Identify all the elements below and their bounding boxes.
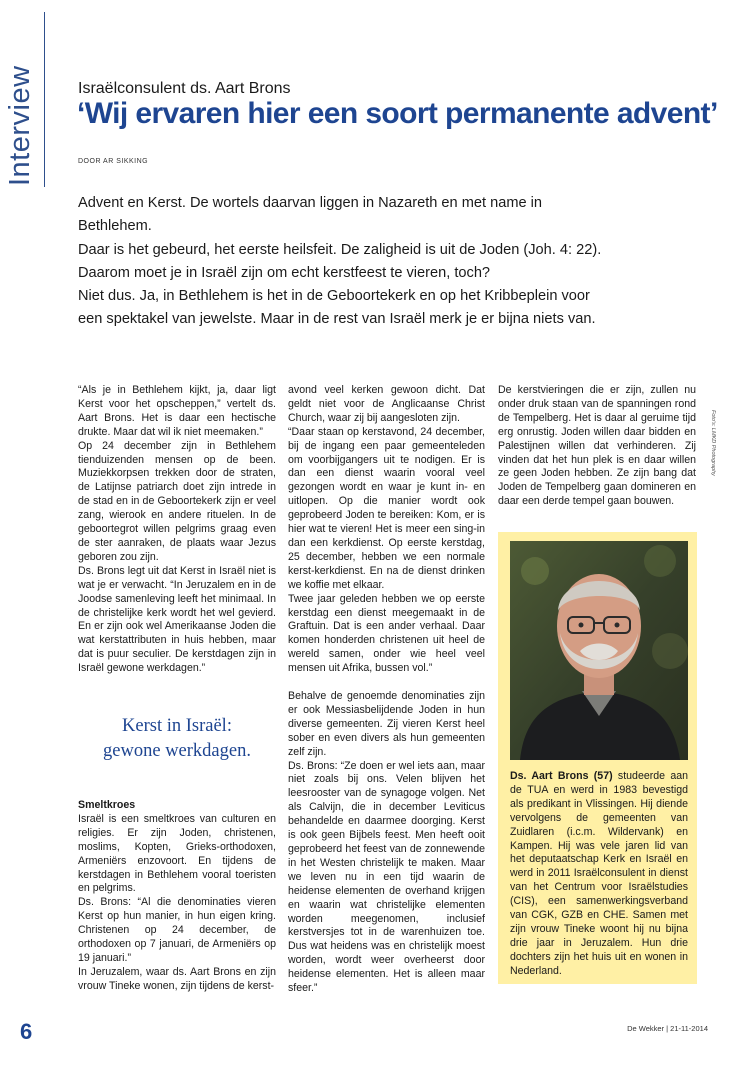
page-number: 6 (20, 1019, 33, 1044)
paragraph: Israël is een smeltkroes van culturen en religies. Er zijn Joden, christenen, moslims, Kopten, Grieks-orthodoxen, Armeniërs enzovoort. En tijdens de kerstdagen in Bethlehem vooral toeristen en pelgrims. (78, 812, 276, 895)
footer-publication: De Wekker | 21-11-2014 (627, 1024, 708, 1033)
body-column-3 (498, 384, 696, 509)
body-column-1 (78, 384, 276, 676)
paragraph: Twee jaar geleden hebben we op eerste kerstdag een dienst meegemaakt in de Graftuin. Dat is een ander verhaal. Daar komen honderden christenen uit heel de wereld samen, onder wie heel veel mensen uit Afrika, bussen vol.” (288, 592, 485, 675)
pull-quote-line: gewone werkdagen. (103, 741, 251, 761)
kicker: Israëlconsulent ds. Aart Brons (78, 80, 291, 97)
pull-quote (78, 714, 276, 764)
paragraph: “Daar staan op kerstavond, 24 december, bij de ingang een paar gemeenteleden om voorbijgangers uit te nodigen. Er is dan een dienst waarin vooral veel gezongen wordt en waar je kunt in- en uitlopen. Op die manier wordt ook geprobeerd Joden te bereiken: Kom, er is hier wat te vieren! Het is meer een sing-in dan een kerkdienst. Op eerste kerstdag, 25 december, hebben we een normale kerst-kerkdienst. En na de dienst drinken we koffie met elkaar. (288, 425, 485, 591)
lead-line: Daarom moet je in Israël zijn om echt kerstfeest te vieren, toch? (78, 264, 491, 281)
caption-text: studeerde aan de TUA en werd in 1983 bevestigd als predikant in Vlissingen. Hij diende vervolgens de gemeenten van Zuidlaren (i.c.m. Wildervank) en Kampen. Hij was vele jaren lid van het deputaatschap Kerk en Israël en werd in 2011 Israëlconsulent in dienst van het Centrum voor Israëlstudies (CIS), een samenwerkingsverband van CGK, GZB en CHE. Samen met zijn vrouw Tineke woont hij nu bijna drie jaar in Jeruzalem. Hun drie dochters zijn het huis uit en wonen in Nederland. (510, 770, 689, 977)
subheading: Smeltkroes (78, 799, 136, 811)
body-column-2 (288, 384, 485, 996)
paragraph: Ds. Brons legt uit dat Kerst in Israël niet is wat je er verwacht. “In Jeruzalem en in de Joodse samenleving leeft het minimaal. In de christelijke kerk wordt het wel gevierd. En er zijn ook wel Amerikaanse Joden die wat kerstattributen in huis hebben, maar dat is puur seculier. De kerstdagen zijn in Israël gewone werkdagen.” (78, 564, 276, 675)
lead-line: een spektakel van jewelste. Maar in de rest van Israël merk je er bijna niets van. (78, 311, 596, 328)
lead-line: Daar is het gebeurd, het eerste heilsfeit. De zaligheid is uit de Joden (Joh. 4: 22). (78, 241, 602, 258)
photo-caption (510, 770, 688, 979)
section-label: Interview (4, 65, 36, 186)
lead-line: Niet dus. Ja, in Bethlehem is het in de Geboortekerk en op het Kribbeplein voor (78, 288, 590, 305)
lead-line: Advent en Kerst. De wortels daarvan liggen in Nazareth en met name in Bethlehem. (78, 195, 543, 235)
paragraph: Op 24 december zijn in Bethlehem tienduizenden mensen op de been. Muziekkorpsen trekken door de straten, de Latijnse patriarch doet zijn intrede in de stad en in de Geboortekerk zijn er veel zang, wierook en andere rituelen. In de geboortegrot willen pelgrims graag even de ster aanraken, de plaats waar Jezus geboren zou zijn. (78, 439, 276, 563)
body-column-1-continued (78, 799, 276, 994)
byline: DOOR AR SIKKING (78, 158, 149, 165)
paragraph: Ds. Brons: “Al die denominaties vieren Kerst op hun manier, in hun eigen kring. Christenen op 24 december, de orthodoxen op 7 januari, de Armeniërs op 19 januari.” (78, 896, 276, 964)
section-rule (44, 12, 45, 187)
paragraph: “Als je in Bethlehem kijkt, ja, daar ligt Kerst voor het opscheppen,” vertelt ds. Aart Brons. Het is daar een hectische drukte. Maar dat wil ik niet meemaken.” (78, 384, 276, 438)
paragraph: Behalve de genoemde denominaties zijn er ook Messiasbelijdende Joden in hun diverse gemeenten. Zij vieren Kerst heel sober en even divers als hun gemeenten zelf zijn. (288, 690, 485, 758)
pull-quote-line: Kerst in Israël: (122, 716, 232, 736)
portrait-photo (510, 541, 688, 760)
paragraph: In Jeruzalem, waar ds. Aart Brons en zijn vrouw Tineke wonen, zijn tijdens de kerst- (78, 965, 276, 992)
paragraph: Ds. Brons: “Ze doen er wel iets aan, maar niet zoals bij ons. Velen blijven het leesrooster van de synagoge volgen. Net als Calvijn, die in december Leviticus behandelde en daarmee doorging. Kerst is ook geen Bijbels feest. Men heeft ooit geprobeerd het feest van de zonnewende in het Westen christelijk te maken. Maar we leven nu in een tijd waarin de heidense elementen de overhand krijgen en waarin wat christelijke elementen worden meegenomen, inclusief kerstversjes tot in de warenhuizen toe. Dus wat heidens was en christelijk moest worden, wordt weer overheerst door heidense elementen. Het is alleen maar sfeer.” (288, 759, 485, 995)
lead-paragraph (78, 192, 618, 332)
headline: ‘Wij ervaren hier een soort permanente advent’ (77, 97, 718, 130)
portrait-illustration (510, 541, 688, 760)
paragraph: avond veel kerken gewoon dicht. Dat geldt niet voor de Anglicaanse Christ Church, waar zij bij aangesloten zijn. (288, 384, 485, 424)
caption-name: Ds. Aart Brons (57) (510, 770, 613, 782)
photo-credit: Foto’s: LMKD Photography (710, 410, 716, 476)
paragraph: De kerstvieringen die er zijn, zullen nu onder druk staan van de spanningen rond de Tempelberg. Het is daar al geruime tijd erg onrustig. Joden willen daar bidden en Palestijnen willen dat verhinderen. Zij vinden dat het hun plek is en daar willen ze geen Joden hebben. Ze zijn bang dat Joden de Tempelberg gaan domineren en daar een derde tempel gaan bouwen. (498, 384, 696, 508)
